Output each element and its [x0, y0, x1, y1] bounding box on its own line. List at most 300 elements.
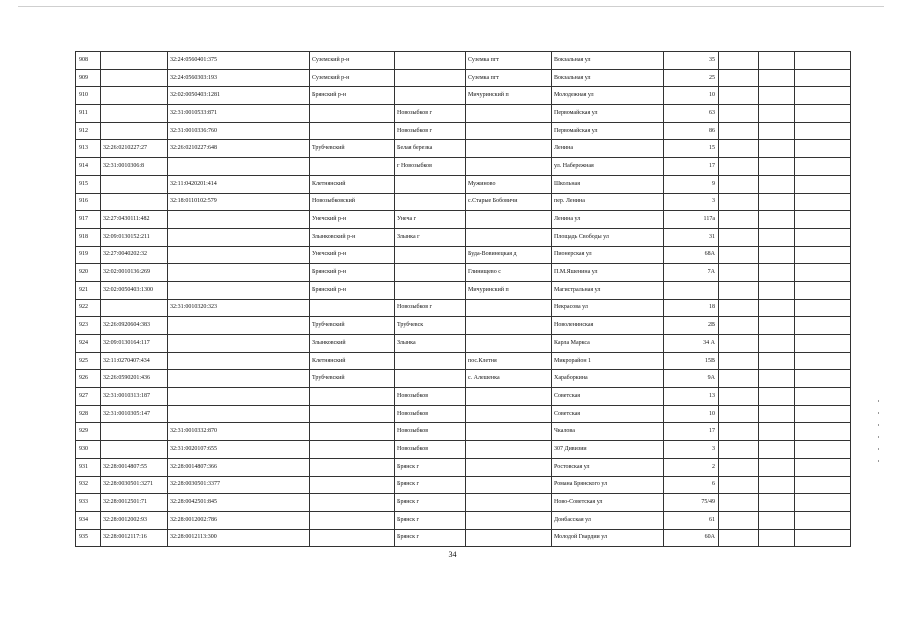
cell-cadastral-number-building: 32:24:0560303:193: [168, 69, 310, 87]
cell-extra-col-1: [719, 388, 759, 406]
cell-settlement: [466, 511, 552, 529]
table-row: [76, 335, 851, 353]
cell-street: Некрасова ул: [552, 299, 664, 317]
cell-extra-col-3: [795, 458, 851, 476]
cell-extra-col-2: [759, 299, 795, 317]
cell-cadastral-number-building: 32:31:0010320:323: [168, 299, 310, 317]
cell-house-number: 75/49: [664, 494, 719, 512]
cell-street: Молодой Гвардии ул: [552, 529, 664, 547]
cell-extra-col-2: [759, 476, 795, 494]
cell-settlement: [466, 140, 552, 158]
cell-settlement: [466, 441, 552, 459]
cell-cadastral-number-land: [101, 87, 168, 105]
cell-house-number: 117а: [664, 211, 719, 229]
table-row: [76, 246, 851, 264]
cell-district: Клетнянский: [310, 175, 395, 193]
cell-row-number: 919: [76, 246, 101, 264]
cell-cadastral-number-land: 32:28:0012501:71: [101, 494, 168, 512]
cell-district: [310, 458, 395, 476]
table-row: [76, 158, 851, 176]
cell-extra-col-3: [795, 370, 851, 388]
cell-district: [310, 511, 395, 529]
cell-street: Ростовская ул: [552, 458, 664, 476]
cell-street: Молодежная ул: [552, 87, 664, 105]
cell-cadastral-number-building: 32:28:0030501:3377: [168, 476, 310, 494]
cell-house-number: 34 А: [664, 335, 719, 353]
cell-city: [395, 246, 466, 264]
cell-settlement: [466, 476, 552, 494]
cell-extra-col-2: [759, 158, 795, 176]
cell-house-number: 17: [664, 423, 719, 441]
cell-street: Карла Маркса: [552, 335, 664, 353]
cell-extra-col-1: [719, 423, 759, 441]
cell-row-number: 929: [76, 423, 101, 441]
table-row: [76, 317, 851, 335]
cell-cadastral-number-building: [168, 158, 310, 176]
cell-extra-col-3: [795, 299, 851, 317]
cell-city: Брянск г: [395, 529, 466, 547]
cell-city: Новозыбков г: [395, 122, 466, 140]
cell-extra-col-1: [719, 211, 759, 229]
cell-house-number: 7А: [664, 264, 719, 282]
cell-settlement: Мичуринский п: [466, 87, 552, 105]
cell-row-number: 925: [76, 352, 101, 370]
cell-extra-col-3: [795, 494, 851, 512]
cell-row-number: 928: [76, 405, 101, 423]
cell-cadastral-number-land: 32:26:0210227:27: [101, 140, 168, 158]
cell-district: [310, 494, 395, 512]
cell-cadastral-number-land: [101, 175, 168, 193]
cell-extra-col-2: [759, 529, 795, 547]
cell-cadastral-number-building: [168, 264, 310, 282]
cell-city: Унеча г: [395, 211, 466, 229]
cell-house-number: 61: [664, 511, 719, 529]
cell-district: Унечский р-н: [310, 246, 395, 264]
cell-settlement: [466, 299, 552, 317]
cell-house-number: 9: [664, 175, 719, 193]
cell-district: [310, 122, 395, 140]
cell-street: Пионерская ул: [552, 246, 664, 264]
cell-city: [395, 264, 466, 282]
cell-street: Ленина ул: [552, 211, 664, 229]
cell-extra-col-2: [759, 264, 795, 282]
cell-district: Клетнянский: [310, 352, 395, 370]
cell-cadastral-number-land: [101, 299, 168, 317]
cell-row-number: 917: [76, 211, 101, 229]
cell-district: [310, 299, 395, 317]
cell-extra-col-2: [759, 281, 795, 299]
cell-extra-col-3: [795, 175, 851, 193]
cell-house-number: 2В: [664, 317, 719, 335]
cell-extra-col-1: [719, 299, 759, 317]
cell-extra-col-1: [719, 175, 759, 193]
cell-row-number: 930: [76, 441, 101, 459]
cell-district: [310, 476, 395, 494]
cell-city: Брянск г: [395, 476, 466, 494]
cell-extra-col-2: [759, 69, 795, 87]
cell-house-number: 2: [664, 458, 719, 476]
table-row: [76, 193, 851, 211]
cell-extra-col-1: [719, 122, 759, 140]
cell-house-number: 68А: [664, 246, 719, 264]
cell-settlement: [466, 211, 552, 229]
cell-street: Первомайская ул: [552, 122, 664, 140]
cell-cadastral-number-land: 32:31:0010305:147: [101, 405, 168, 423]
cell-extra-col-3: [795, 140, 851, 158]
cell-extra-col-3: [795, 122, 851, 140]
registry-table-body: [76, 52, 851, 547]
cell-extra-col-3: [795, 423, 851, 441]
cell-extra-col-2: [759, 405, 795, 423]
cell-extra-col-3: [795, 317, 851, 335]
cell-street: Вокзальная ул: [552, 52, 664, 70]
cell-extra-col-2: [759, 175, 795, 193]
cell-cadastral-number-building: [168, 246, 310, 264]
table-row: [76, 122, 851, 140]
table-row: [76, 140, 851, 158]
table-row: [76, 281, 851, 299]
cell-extra-col-2: [759, 352, 795, 370]
cell-city: Новозыбков г: [395, 299, 466, 317]
cell-cadastral-number-building: 32:31:0020107:655: [168, 441, 310, 459]
cell-street: Ново-Советская ул: [552, 494, 664, 512]
cell-extra-col-1: [719, 317, 759, 335]
cell-city: Брянск г: [395, 458, 466, 476]
cell-extra-col-3: [795, 281, 851, 299]
cell-extra-col-1: [719, 69, 759, 87]
cell-cadastral-number-building: [168, 211, 310, 229]
cell-city: [395, 193, 466, 211]
cell-street: ул. Набережная: [552, 158, 664, 176]
cell-district: [310, 405, 395, 423]
cell-house-number: 63: [664, 105, 719, 123]
table-row: [76, 511, 851, 529]
cell-extra-col-3: [795, 529, 851, 547]
cell-settlement: [466, 423, 552, 441]
cell-street: Чкалова: [552, 423, 664, 441]
cell-city: [395, 69, 466, 87]
cell-cadastral-number-building: 32:28:0012002:786: [168, 511, 310, 529]
cell-street: Микрорайон 1: [552, 352, 664, 370]
cell-house-number: 17: [664, 158, 719, 176]
cell-cadastral-number-building: 32:31:0010336:760: [168, 122, 310, 140]
cell-row-number: 915: [76, 175, 101, 193]
cell-extra-col-1: [719, 370, 759, 388]
cell-street: Первомайская ул: [552, 105, 664, 123]
table-row: [76, 105, 851, 123]
cell-cadastral-number-land: 32:26:0920604:383: [101, 317, 168, 335]
cell-street: П.М.Яшенина ул: [552, 264, 664, 282]
table-row: [76, 69, 851, 87]
cell-row-number: 923: [76, 317, 101, 335]
registry-table: [75, 51, 851, 547]
cell-extra-col-2: [759, 441, 795, 459]
cell-city: [395, 87, 466, 105]
cell-extra-col-3: [795, 52, 851, 70]
cell-extra-col-1: [719, 529, 759, 547]
cell-extra-col-2: [759, 335, 795, 353]
cell-settlement: [466, 458, 552, 476]
cell-house-number: 86: [664, 122, 719, 140]
cell-row-number: 927: [76, 388, 101, 406]
page-number: 34: [448, 550, 457, 559]
table-row: [76, 458, 851, 476]
cell-district: [310, 529, 395, 547]
cell-cadastral-number-building: [168, 228, 310, 246]
cell-cadastral-number-land: 32:02:0010136:269: [101, 264, 168, 282]
cell-settlement: [466, 335, 552, 353]
cell-extra-col-3: [795, 193, 851, 211]
cell-extra-col-3: [795, 211, 851, 229]
cell-street: Ленина: [552, 140, 664, 158]
cell-row-number: 921: [76, 281, 101, 299]
cell-settlement: [466, 388, 552, 406]
cell-house-number: 10: [664, 405, 719, 423]
cell-city: Злынка г: [395, 228, 466, 246]
cell-house-number: 10: [664, 87, 719, 105]
cell-extra-col-2: [759, 87, 795, 105]
cell-district: Унечский р-н: [310, 211, 395, 229]
cell-district: Злынковский: [310, 335, 395, 353]
cell-extra-col-3: [795, 158, 851, 176]
cell-row-number: 926: [76, 370, 101, 388]
cell-house-number: 15В: [664, 352, 719, 370]
cell-cadastral-number-building: [168, 388, 310, 406]
cell-extra-col-1: [719, 281, 759, 299]
cell-city: Новозыбков: [395, 405, 466, 423]
cell-cadastral-number-land: [101, 69, 168, 87]
cell-row-number: 931: [76, 458, 101, 476]
cell-cadastral-number-building: 32:11:0420201:414: [168, 175, 310, 193]
cell-cadastral-number-building: [168, 405, 310, 423]
cell-extra-col-2: [759, 423, 795, 441]
cell-district: Трубчевский: [310, 317, 395, 335]
cell-house-number: 25: [664, 69, 719, 87]
cell-city: [395, 352, 466, 370]
cell-extra-col-1: [719, 476, 759, 494]
cell-cadastral-number-land: [101, 193, 168, 211]
cell-extra-col-1: [719, 246, 759, 264]
table-row: [76, 405, 851, 423]
table-row: [76, 441, 851, 459]
cell-district: [310, 441, 395, 459]
cell-city: Злынка: [395, 335, 466, 353]
cell-house-number: 60А: [664, 529, 719, 547]
cell-cadastral-number-building: 32:02:0050403:1281: [168, 87, 310, 105]
cell-cadastral-number-land: 32:09:0130152:211: [101, 228, 168, 246]
cell-extra-col-3: [795, 405, 851, 423]
cell-cadastral-number-building: 32:24:0560401:375: [168, 52, 310, 70]
table-row: [76, 370, 851, 388]
cell-cadastral-number-land: 32:28:0030501:3271: [101, 476, 168, 494]
cell-extra-col-3: [795, 105, 851, 123]
cell-row-number: 920: [76, 264, 101, 282]
cell-row-number: 911: [76, 105, 101, 123]
cell-settlement: [466, 158, 552, 176]
cell-street: пер. Ленина: [552, 193, 664, 211]
cell-settlement: [466, 317, 552, 335]
cell-cadastral-number-building: 32:28:0042501:845: [168, 494, 310, 512]
cell-street: Школьная: [552, 175, 664, 193]
cell-cadastral-number-land: 32:28:0014807:55: [101, 458, 168, 476]
cell-cadastral-number-land: 32:11:0270407:434: [101, 352, 168, 370]
cell-extra-col-1: [719, 105, 759, 123]
cell-extra-col-1: [719, 335, 759, 353]
cell-cadastral-number-land: 32:31:0010306:8: [101, 158, 168, 176]
cell-extra-col-3: [795, 441, 851, 459]
cell-settlement: с.Старые Бобовичи: [466, 193, 552, 211]
table-row: [76, 494, 851, 512]
table-row: [76, 264, 851, 282]
cell-row-number: 918: [76, 228, 101, 246]
cell-cadastral-number-land: [101, 441, 168, 459]
table-row: [76, 423, 851, 441]
cell-settlement: Мужиново: [466, 175, 552, 193]
cell-extra-col-2: [759, 494, 795, 512]
cell-cadastral-number-land: 32:31:0010313:187: [101, 388, 168, 406]
cell-extra-col-2: [759, 140, 795, 158]
cell-row-number: 932: [76, 476, 101, 494]
cell-cadastral-number-building: 32:28:0014807:366: [168, 458, 310, 476]
cell-district: Злынковский р-н: [310, 228, 395, 246]
cell-row-number: 916: [76, 193, 101, 211]
cell-extra-col-3: [795, 228, 851, 246]
cell-extra-col-3: [795, 246, 851, 264]
cell-extra-col-1: [719, 87, 759, 105]
cell-city: Новозыбков: [395, 388, 466, 406]
table-row: [76, 299, 851, 317]
cell-row-number: 924: [76, 335, 101, 353]
cell-house-number: [664, 281, 719, 299]
cell-house-number: 15: [664, 140, 719, 158]
cell-cadastral-number-building: 32:26:0210227:648: [168, 140, 310, 158]
cell-city: Брянск г: [395, 494, 466, 512]
cell-extra-col-2: [759, 52, 795, 70]
cell-settlement: [466, 405, 552, 423]
cell-street: 307 Дивизии: [552, 441, 664, 459]
cell-district: Трубчевский: [310, 140, 395, 158]
cell-district: Новозыбковский: [310, 193, 395, 211]
cell-extra-col-2: [759, 317, 795, 335]
cell-settlement: Глинищево с: [466, 264, 552, 282]
cell-cadastral-number-building: [168, 370, 310, 388]
cell-row-number: 933: [76, 494, 101, 512]
cell-extra-col-1: [719, 441, 759, 459]
cell-city: Новозыбков г: [395, 105, 466, 123]
cell-extra-col-3: [795, 264, 851, 282]
cell-extra-col-3: [795, 388, 851, 406]
cell-district: [310, 423, 395, 441]
page-top-border: [18, 6, 884, 7]
cell-extra-col-2: [759, 458, 795, 476]
cell-cadastral-number-land: 32:26:0590201:436: [101, 370, 168, 388]
cell-district: [310, 158, 395, 176]
cell-street: Новоленинская: [552, 317, 664, 335]
cell-extra-col-3: [795, 69, 851, 87]
cell-city: Брянск г: [395, 511, 466, 529]
cell-house-number: 3: [664, 193, 719, 211]
cell-extra-col-2: [759, 246, 795, 264]
cell-cadastral-number-building: [168, 281, 310, 299]
table-row: [76, 175, 851, 193]
cell-house-number: 6: [664, 476, 719, 494]
table-row: [76, 211, 851, 229]
cell-extra-col-3: [795, 511, 851, 529]
cell-settlement: [466, 494, 552, 512]
cell-street: Вокзальная ул: [552, 69, 664, 87]
cell-cadastral-number-building: 32:28:0012113:300: [168, 529, 310, 547]
cell-cadastral-number-land: [101, 105, 168, 123]
table-row: [76, 52, 851, 70]
cell-cadastral-number-building: [168, 335, 310, 353]
cell-extra-col-1: [719, 140, 759, 158]
cell-street: Площадь Свободы ул: [552, 228, 664, 246]
cell-extra-col-2: [759, 370, 795, 388]
cell-house-number: 9А: [664, 370, 719, 388]
cell-city: Новозыбков: [395, 441, 466, 459]
cell-extra-col-3: [795, 476, 851, 494]
cell-street: Донбасская ул: [552, 511, 664, 529]
cell-extra-col-3: [795, 87, 851, 105]
cell-cadastral-number-land: 32:27:0040202:32: [101, 246, 168, 264]
cell-extra-col-1: [719, 458, 759, 476]
cell-settlement: [466, 122, 552, 140]
cell-settlement: [466, 228, 552, 246]
cell-cadastral-number-land: [101, 122, 168, 140]
cell-extra-col-1: [719, 228, 759, 246]
cell-district: [310, 105, 395, 123]
cell-extra-col-1: [719, 193, 759, 211]
cell-cadastral-number-land: [101, 52, 168, 70]
cell-cadastral-number-land: 32:09:0130164:117: [101, 335, 168, 353]
cell-street: Советская: [552, 405, 664, 423]
cell-row-number: 909: [76, 69, 101, 87]
cell-row-number: 908: [76, 52, 101, 70]
cell-cadastral-number-building: 32:31:0010332:870: [168, 423, 310, 441]
cell-settlement: [466, 105, 552, 123]
cell-extra-col-2: [759, 388, 795, 406]
cell-row-number: 934: [76, 511, 101, 529]
cell-city: Трубчевск: [395, 317, 466, 335]
cell-extra-col-2: [759, 122, 795, 140]
cell-extra-col-1: [719, 352, 759, 370]
registry-sheet: [75, 51, 851, 547]
cell-extra-col-2: [759, 193, 795, 211]
cell-city: Новозыбков: [395, 423, 466, 441]
cell-house-number: 35: [664, 52, 719, 70]
cell-extra-col-1: [719, 494, 759, 512]
cell-cadastral-number-building: [168, 352, 310, 370]
cell-settlement: Мичуринский п: [466, 281, 552, 299]
cell-row-number: 913: [76, 140, 101, 158]
cell-city: Белая березка: [395, 140, 466, 158]
cell-district: Брянский р-н: [310, 264, 395, 282]
cell-city: г Новозыбков: [395, 158, 466, 176]
cell-house-number: 31: [664, 228, 719, 246]
cell-district: Брянский р-н: [310, 281, 395, 299]
cell-cadastral-number-land: 32:28:0012117:16: [101, 529, 168, 547]
table-row: [76, 228, 851, 246]
cell-row-number: 912: [76, 122, 101, 140]
cell-extra-col-1: [719, 158, 759, 176]
cell-cadastral-number-building: 32:31:0010533:871: [168, 105, 310, 123]
cell-street: Магистральная ул: [552, 281, 664, 299]
cell-district: [310, 388, 395, 406]
table-row: [76, 352, 851, 370]
cell-extra-col-2: [759, 511, 795, 529]
cell-house-number: 13: [664, 388, 719, 406]
cell-extra-col-2: [759, 105, 795, 123]
